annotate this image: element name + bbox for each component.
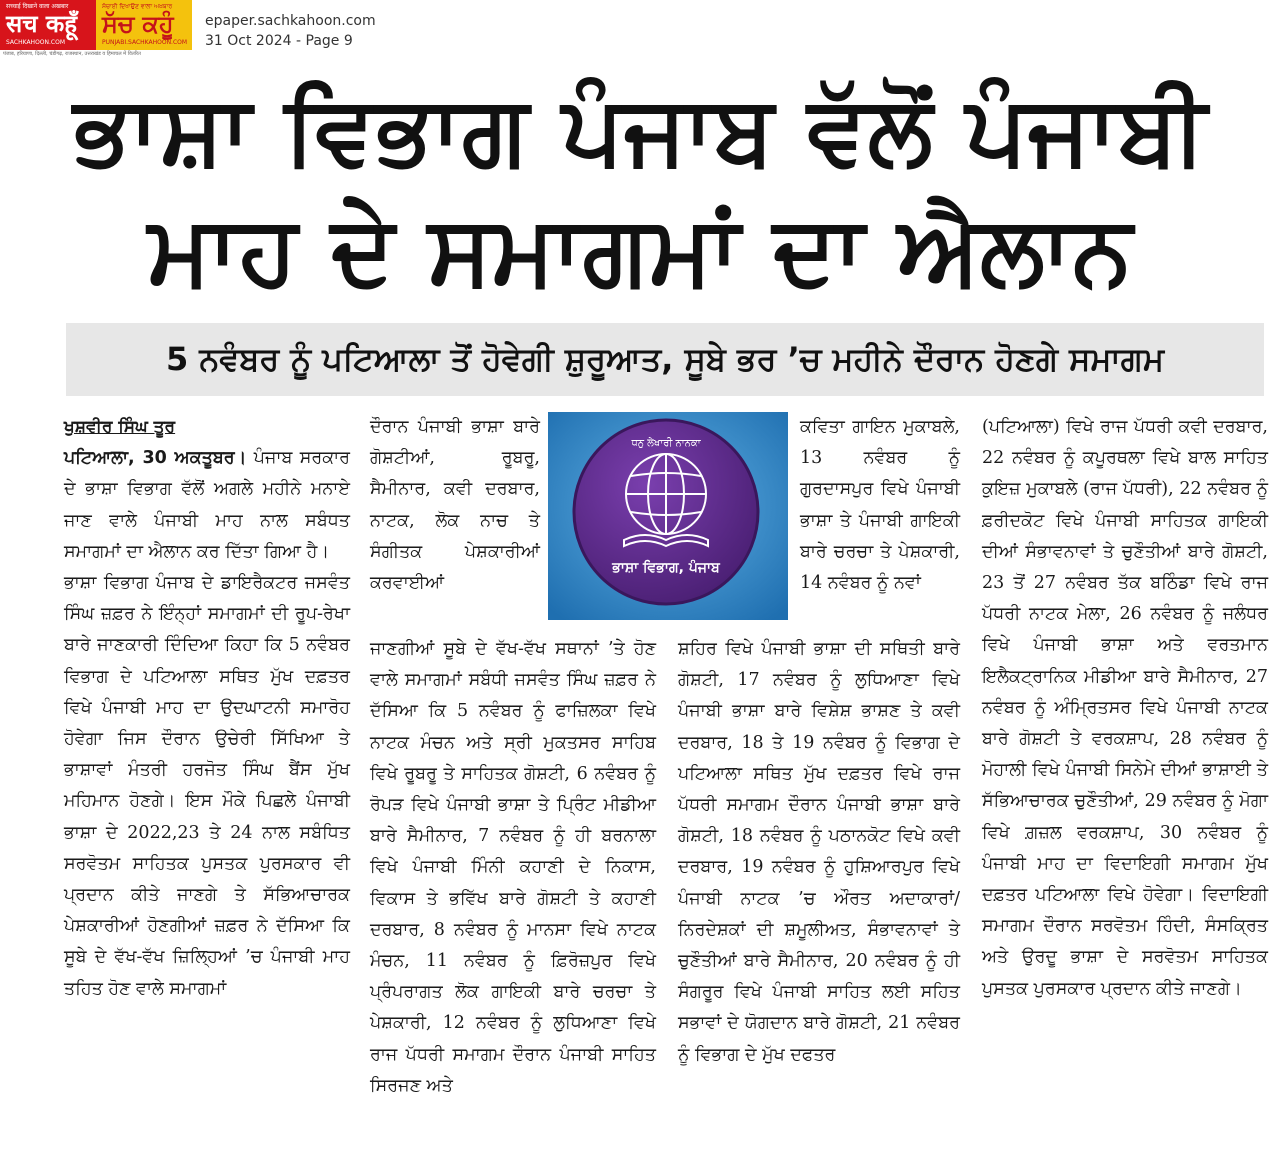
- logo-punjabi-tag: ਸੱਚਾਈ ਦਿਖਾਉਣ ਵਾਲਾ ਅਖ਼ਬਾਰ: [102, 3, 173, 10]
- date-page: 31 Oct 2024 - Page 9: [205, 33, 353, 49]
- paragraph-col2-top: ਦੌਰਾਨ ਪੰਜਾਬੀ ਭਾਸ਼ਾ ਬਾਰੇ ਗੋਸ਼ਟੀਆਂ, ਰੂਬਰੂ, ਸੈਮੀਨਾਰ, ਕਵੀ ਦਰਬਾਰ, ਨਾਟਕ, ਲੋਕ ਨਾਚ ਤੇ ਸੰਗੀਤਕ ਪੇਸ਼ਕਾਰੀਆਂ ਕਰਵਾਈਆਂ: [370, 417, 540, 594]
- site-url[interactable]: epaper.sachkahoon.com: [205, 13, 376, 29]
- emblem-top-text: ਧਨੁ ਲੇਖਾਰੀ ਨਾਨਕਾ: [631, 438, 701, 449]
- paragraph-2: ਭਾਸ਼ਾ ਵਿਭਾਗ ਪੰਜਾਬ ਦੇ ਡਾਇਰੈਕਟਰ ਜਸਵੰਤ ਸਿੰਘ ਜ਼ਫ਼ਰ ਨੇ ਇੰਨ੍ਹਾਂ ਸਮਾਗਮਾਂ ਦੀ ਰੂਪ-ਰੇਖਾ ਬਾਰੇ ਜਾਣਕਾਰੀ ਦਿੰਦਿਆ ਕਿਹਾ ਕਿ 5 ਨਵੰਬਰ ਵਿਭਾਗ ਦੇ ਪਟਿਆਲਾ ਸਥਿਤ ਮੁੱਖ ਦਫ਼ਤਰ ਵਿਖੇ ਪੰਜਾਬੀ ਮਾਹ ਦਾ ਉਦਘਾਟਨੀ ਸਮਾਰੋਹ ਹੋਵੇਗਾ ਜਿਸ ਦੌਰਾਨ ਉਚੇਰੀ ਸਿੱਖਿਆ ਤੇ ਭਾਸ਼ਾਵਾਂ ਮੰਤਰੀ ਹਰਜੋਤ ਸਿੰਘ ਬੈਂਸ ਮੁੱਖ ਮਹਿਮਾਨ ਹੋਣਗੇ। ਇਸ ਮੌਕੇ ਪਿਛਲੇ ਪੰਜਾਬੀ ਭਾਸ਼ਾ ਦੇ 2022,23 ਤੇ 24 ਨਾਲ ਸਬੰਧਿਤ ਸਰਵੋਤਮ ਸਾਹਿਤਕ ਪੁਸਤਕ ਪੁਰਸਕਾਰ ਵੀ ਪ੍ਰਦਾਨ ਕੀਤੇ ਜਾਣਗੇ ਤੇ ਸੱਭਿਆਚਾਰਕ ਪੇਸ਼ਕਾਰੀਆਂ ਹੋਣਗੀਆਂ ਜ਼ਫ਼ਰ ਨੇ ਦੱਸਿਆ ਕਿ ਸੂਬੇ ਦੇ ਵੱਖ-ਵੱਖ ਜ਼ਿਲ੍ਹਿਆਂ ’ਚ ਪੰਜਾਬੀ ਮਾਹ ਤਹਿਤ ਹੋਣ ਵਾਲੇ ਸਮਾਗਮਾਂ: [64, 573, 350, 999]
- logo-distribution-strip: पंजाब, हरियाणा, दिल्ली, चंडीगढ़, राजस्थान, उत्तराखंड व हिमाचल में वितरित: [0, 50, 192, 58]
- column-2-top: [370, 412, 540, 599]
- logo-hindi-name: सच कहूँ: [6, 10, 77, 38]
- paragraph-col4: (ਪਟਿਆਲਾ) ਵਿਖੇ ਰਾਜ ਪੱਧਰੀ ਕਵੀ ਦਰਬਾਰ, 22 ਨਵੰਬਰ ਨੂੰ ਕਪੂਰਥਲਾ ਵਿਖੇ ਬਾਲ ਸਾਹਿਤ ਕੁਇਜ਼ ਮੁਕਾਬਲੇ (ਰਾਜ ਪੱਧਰੀ), 22 ਨਵੰਬਰ ਨੂੰ ਫ਼ਰੀਦਕੋਟ ਵਿਖੇ ਪੰਜਾਬੀ ਸਾਹਿਤਕ ਗਾਇਕੀ ਦੀਆਂ ਸੰਭਾਵਨਾਵਾਂ ਤੇ ਚੁਣੌਤੀਆਂ ਬਾਰੇ ਗੋਸ਼ਟੀ, 23 ਤੋਂ 27 ਨਵੰਬਰ ਤੱਕ ਬਠਿੰਡਾ ਵਿਖੇ ਰਾਜ ਪੱਧਰੀ ਨਾਟਕ ਮੇਲਾ, 26 ਨਵੰਬਰ ਨੂੰ ਜਲੰਧਰ ਵਿਖੇ ਪੰਜਾਬੀ ਭਾਸ਼ਾ ਅਤੇ ਵਰਤਮਾਨ ਇਲੈਕਟ੍ਰਾਨਿਕ ਮੀਡੀਆ ਬਾਰੇ ਸੈਮੀਨਾਰ, 27 ਨਵੰਬਰ ਨੂੰ ਅੰਮ੍ਰਿਤਸਰ ਵਿਖੇ ਪੰਜਾਬੀ ਨਾਟਕ ਬਾਰੇ ਗੋਸ਼ਟੀ ਤੇ ਵਰਕਸ਼ਾਪ, 28 ਨਵੰਬਰ ਨੂੰ ਮੋਹਾਲੀ ਵਿਖੇ ਪੰਜਾਬੀ ਸਿਨੇਮੇ ਦੀਆਂ ਭਾਸ਼ਾਈ ਤੇ ਸੱਭਿਆਚਾਰਕ ਚੁਣੌਤੀਆਂ, 29 ਨਵੰਬਰ ਨੂੰ ਮੋਗਾ ਵਿਖੇ ਗ਼ਜ਼ਲ ਵਰਕਸ਼ਾਪ, 30 ਨਵੰਬਰ ਨੂੰ ਪੰਜਾਬੀ ਮਾਹ ਦਾ ਵਿਦਾਇਗੀ ਸਮਾਗਮ ਮੁੱਖ ਦਫ਼ਤਰ ਪਟਿਆਲਾ ਵਿਖੇ ਹੋਵੇਗਾ। ਵਿਦਾਇਗੀ ਸਮਾਗਮ ਦੌਰਾਨ ਸਰਵੋਤਮ ਹਿੰਦੀ, ਸੰਸਕ੍ਰਿਤ ਅਤੇ ਉਰਦੂ ਭਾਸ਼ਾ ਦੇ ਸਰਵੋਤਮ ਸਾਹਿਤਕ ਪੁਸਤਕ ਪੁਰਸਕਾਰ ਪ੍ਰਦਾਨ ਕੀਤੇ ਜਾਣਗੇ।: [982, 417, 1268, 999]
- logo-punjabi-site: PUNJABI.SACHKAHOON.COM: [102, 39, 188, 46]
- edition-info: [205, 11, 376, 51]
- logo-hindi-tag: सच्चाई दिखाने वाला अखबार: [6, 3, 69, 10]
- column-1: [64, 412, 350, 1005]
- paragraph-col3-bottom: ਸ਼ਹਿਰ ਵਿਖੇ ਪੰਜਾਬੀ ਭਾਸ਼ਾ ਦੀ ਸਥਿਤੀ ਬਾਰੇ ਗੋਸ਼ਟੀ, 17 ਨਵੰਬਰ ਨੂੰ ਲੁਧਿਆਣਾ ਵਿਖੇ ਪੰਜਾਬੀ ਭਾਸ਼ਾ ਬਾਰੇ ਵਿਸ਼ੇਸ਼ ਭਾਸ਼ਣ ਤੇ ਕਵੀ ਦਰਬਾਰ, 18 ਤੇ 19 ਨਵੰਬਰ ਨੂੰ ਵਿਭਾਗ ਦੇ ਪਟਿਆਲਾ ਸਥਿਤ ਮੁੱਖ ਦਫ਼ਤਰ ਵਿਖੇ ਰਾਜ ਪੱਧਰੀ ਸਮਾਗਮ ਦੌਰਾਨ ਪੰਜਾਬੀ ਭਾਸ਼ਾ ਬਾਰੇ ਗੋਸ਼ਟੀ, 18 ਨਵੰਬਰ ਨੂੰ ਪਠਾਨਕੋਟ ਵਿਖੇ ਕਵੀ ਦਰਬਾਰ, 19 ਨਵੰਬਰ ਨੂੰ ਹੁਸ਼ਿਆਰਪੁਰ ਵਿਖੇ ਪੰਜਾਬੀ ਨਾਟਕ ’ਚ ਔਰਤ ਅਦਾਕਾਰਾਂ/ ਨਿਰਦੇਸ਼ਕਾਂ ਦੀ ਸ਼ਮੂਲੀਅਤ, ਸੰਭਾਵਨਾਵਾਂ ਤੇ ਚੁਣੌਤੀਆਂ ਬਾਰੇ ਸੈਮੀਨਾਰ, 20 ਨਵੰਬਰ ਨੂੰ ਹੀ ਸੰਗਰੂਰ ਵਿਖੇ ਪੰਜਾਬੀ ਸਾਹਿਤ ਲਈ ਸਹਿਤ ਸਭਾਵਾਂ ਦੇ ਯੋਗਦਾਨ ਬਾਰੇ ਗੋਸ਼ਟੀ, 21 ਨਵੰਬਰ ਨੂੰ ਵਿਭਾਗ ਦੇ ਮੁੱਖ ਦਫਤਰ: [678, 639, 960, 1065]
- headline-line-1: ਭਾਸ਼ਾ ਵਿਭਾਗ ਪੰਜਾਬ ਵੱਲੋਂ ਪੰਜਾਬੀ: [73, 74, 1207, 186]
- logo-hindi-site: SACHKAHOON.COM: [6, 39, 65, 46]
- paragraph-col2-bottom: ਜਾਣਗੀਆਂ ਸੂਬੇ ਦੇ ਵੱਖ-ਵੱਖ ਸਥਾਨਾਂ ’ਤੇ ਹੋਣ ਵਾਲੇ ਸਮਾਗਮਾਂ ਸਬੰਧੀ ਜਸਵੰਤ ਸਿੰਘ ਜ਼ਫ਼ਰ ਨੇ ਦੱਸਿਆ ਕਿ 5 ਨਵੰਬਰ ਨੂੰ ਫਾਜ਼ਿਲਕਾ ਵਿਖੇ ਨਾਟਕ ਮੰਚਨ ਅਤੇ ਸ੍ਰੀ ਮੁਕਤਸਰ ਸਾਹਿਬ ਵਿਖੇ ਰੂਬਰੂ ਤੇ ਸਾਹਿਤਕ ਗੋਸ਼ਟੀ, 6 ਨਵੰਬਰ ਨੂੰ ਰੋਪੜ ਵਿਖੇ ਪੰਜਾਬੀ ਭਾਸ਼ਾ ਤੇ ਪ੍ਰਿੰਟ ਮੀਡੀਆ ਬਾਰੇ ਸੈਮੀਨਾਰ, 7 ਨਵੰਬਰ ਨੂੰ ਹੀ ਬਰਨਾਲਾ ਵਿਖੇ ਪੰਜਾਬੀ ਮਿੰਨੀ ਕਹਾਣੀ ਦੇ ਨਿਕਾਸ, ਵਿਕਾਸ ਤੇ ਭਵਿੱਖ ਬਾਰੇ ਗੋਸ਼ਟੀ ਤੇ ਕਹਾਣੀ ਦਰਬਾਰ, 8 ਨਵੰਬਰ ਨੂੰ ਮਾਨਸਾ ਵਿਖੇ ਨਾਟਕ ਮੰਚਨ, 11 ਨਵੰਬਰ ਨੂੰ ਫ਼ਿਰੋਜ਼ਪੁਰ ਵਿਖੇ ਪ੍ਰੰਪਰਾਗਤ ਲੋਕ ਗਾਇਕੀ ਬਾਰੇ ਚਰਚਾ ਤੇ ਪੇਸ਼ਕਾਰੀ, 12 ਨਵੰਬਰ ਨੂੰ ਲੁਧਿਆਣਾ ਵਿਖੇ ਰਾਜ ਪੱਧਰੀ ਸਮਾਗਮ ਦੌਰਾਨ ਪੰਜਾਬੀ ਸਾਹਿਤ ਸਿਰਜਣ ਅਤੇ: [370, 639, 656, 1096]
- lead-paragraph: [64, 443, 350, 568]
- headline-line-2: ਮਾਹ ਦੇ ਸਮਾਗਮਾਂ ਦਾ ਐਲਾਨ: [147, 194, 1133, 306]
- subheadline: 5 ਨਵੰਬਰ ਨੂੰ ਪਟਿਆਲਾ ਤੋਂ ਹੋਵੇਗੀ ਸ਼ੁਰੂਆਤ, ਸੂਬੇ ਭਰ ’ਚ ਮਹੀਨੇ ਦੌਰਾਨ ਹੋਣਗੇ ਸਮਾਗਮ: [165, 340, 1165, 378]
- globe-book-emblem-icon: [548, 412, 788, 620]
- logo-punjabi-name: ਸੱਚ ਕਹੂੰ: [102, 10, 174, 38]
- lead-text: ਪੰਜਾਬ ਸਰਕਾਰ ਦੇ ਭਾਸ਼ਾ ਵਿਭਾਗ ਵੱਲੋਂ ਅਗਲੇ ਮਹੀਨੇ ਮਨਾਏ ਜਾਣ ਵਾਲੇ ਪੰਜਾਬੀ ਮਾਹ ਨਾਲ ਸਬੰਧਤ ਸਮਾਗਮਾਂ ਦਾ ਐਲਾਨ ਕਰ ਦਿੱਤਾ ਗਿਆ ਹੈ।: [64, 448, 350, 562]
- column-3-top: [800, 412, 960, 599]
- dateline: ਪਟਿਆਲਾ, 30 ਅਕਤੂਬਰ।: [64, 448, 247, 469]
- newspaper-logo[interactable]: [0, 0, 192, 58]
- emblem-bottom-text: ਭਾਸ਼ਾ ਵਿਭਾਗ, ਪੰਜਾਬ: [612, 560, 720, 576]
- masthead: [0, 0, 1280, 60]
- column-2-bottom: [370, 634, 656, 1102]
- paragraph-col3-top: ਕਵਿਤਾ ਗਾਇਨ ਮੁਕਾਬਲੇ, 13 ਨਵੰਬਰ ਨੂੰ ਗੁਰਦਾਸਪੁਰ ਵਿਖੇ ਪੰਜਾਬੀ ਭਾਸ਼ਾ ਤੇ ਪੰਜਾਬੀ ਗਾਇਕੀ ਬਾਰੇ ਚਰਚਾ ਤੇ ਪੇਸ਼ਕਾਰੀ, 14 ਨਵੰਬਰ ਨੂੰ ਨਵਾਂ: [800, 417, 960, 594]
- column-4: [982, 412, 1268, 1005]
- column-3-bottom: [678, 634, 960, 1071]
- department-emblem-photo: [548, 412, 788, 620]
- byline: ਖੁਸ਼ਵੀਰ ਸਿੰਘ ਤੂਰ: [64, 417, 176, 437]
- subheadline-band: [66, 323, 1264, 396]
